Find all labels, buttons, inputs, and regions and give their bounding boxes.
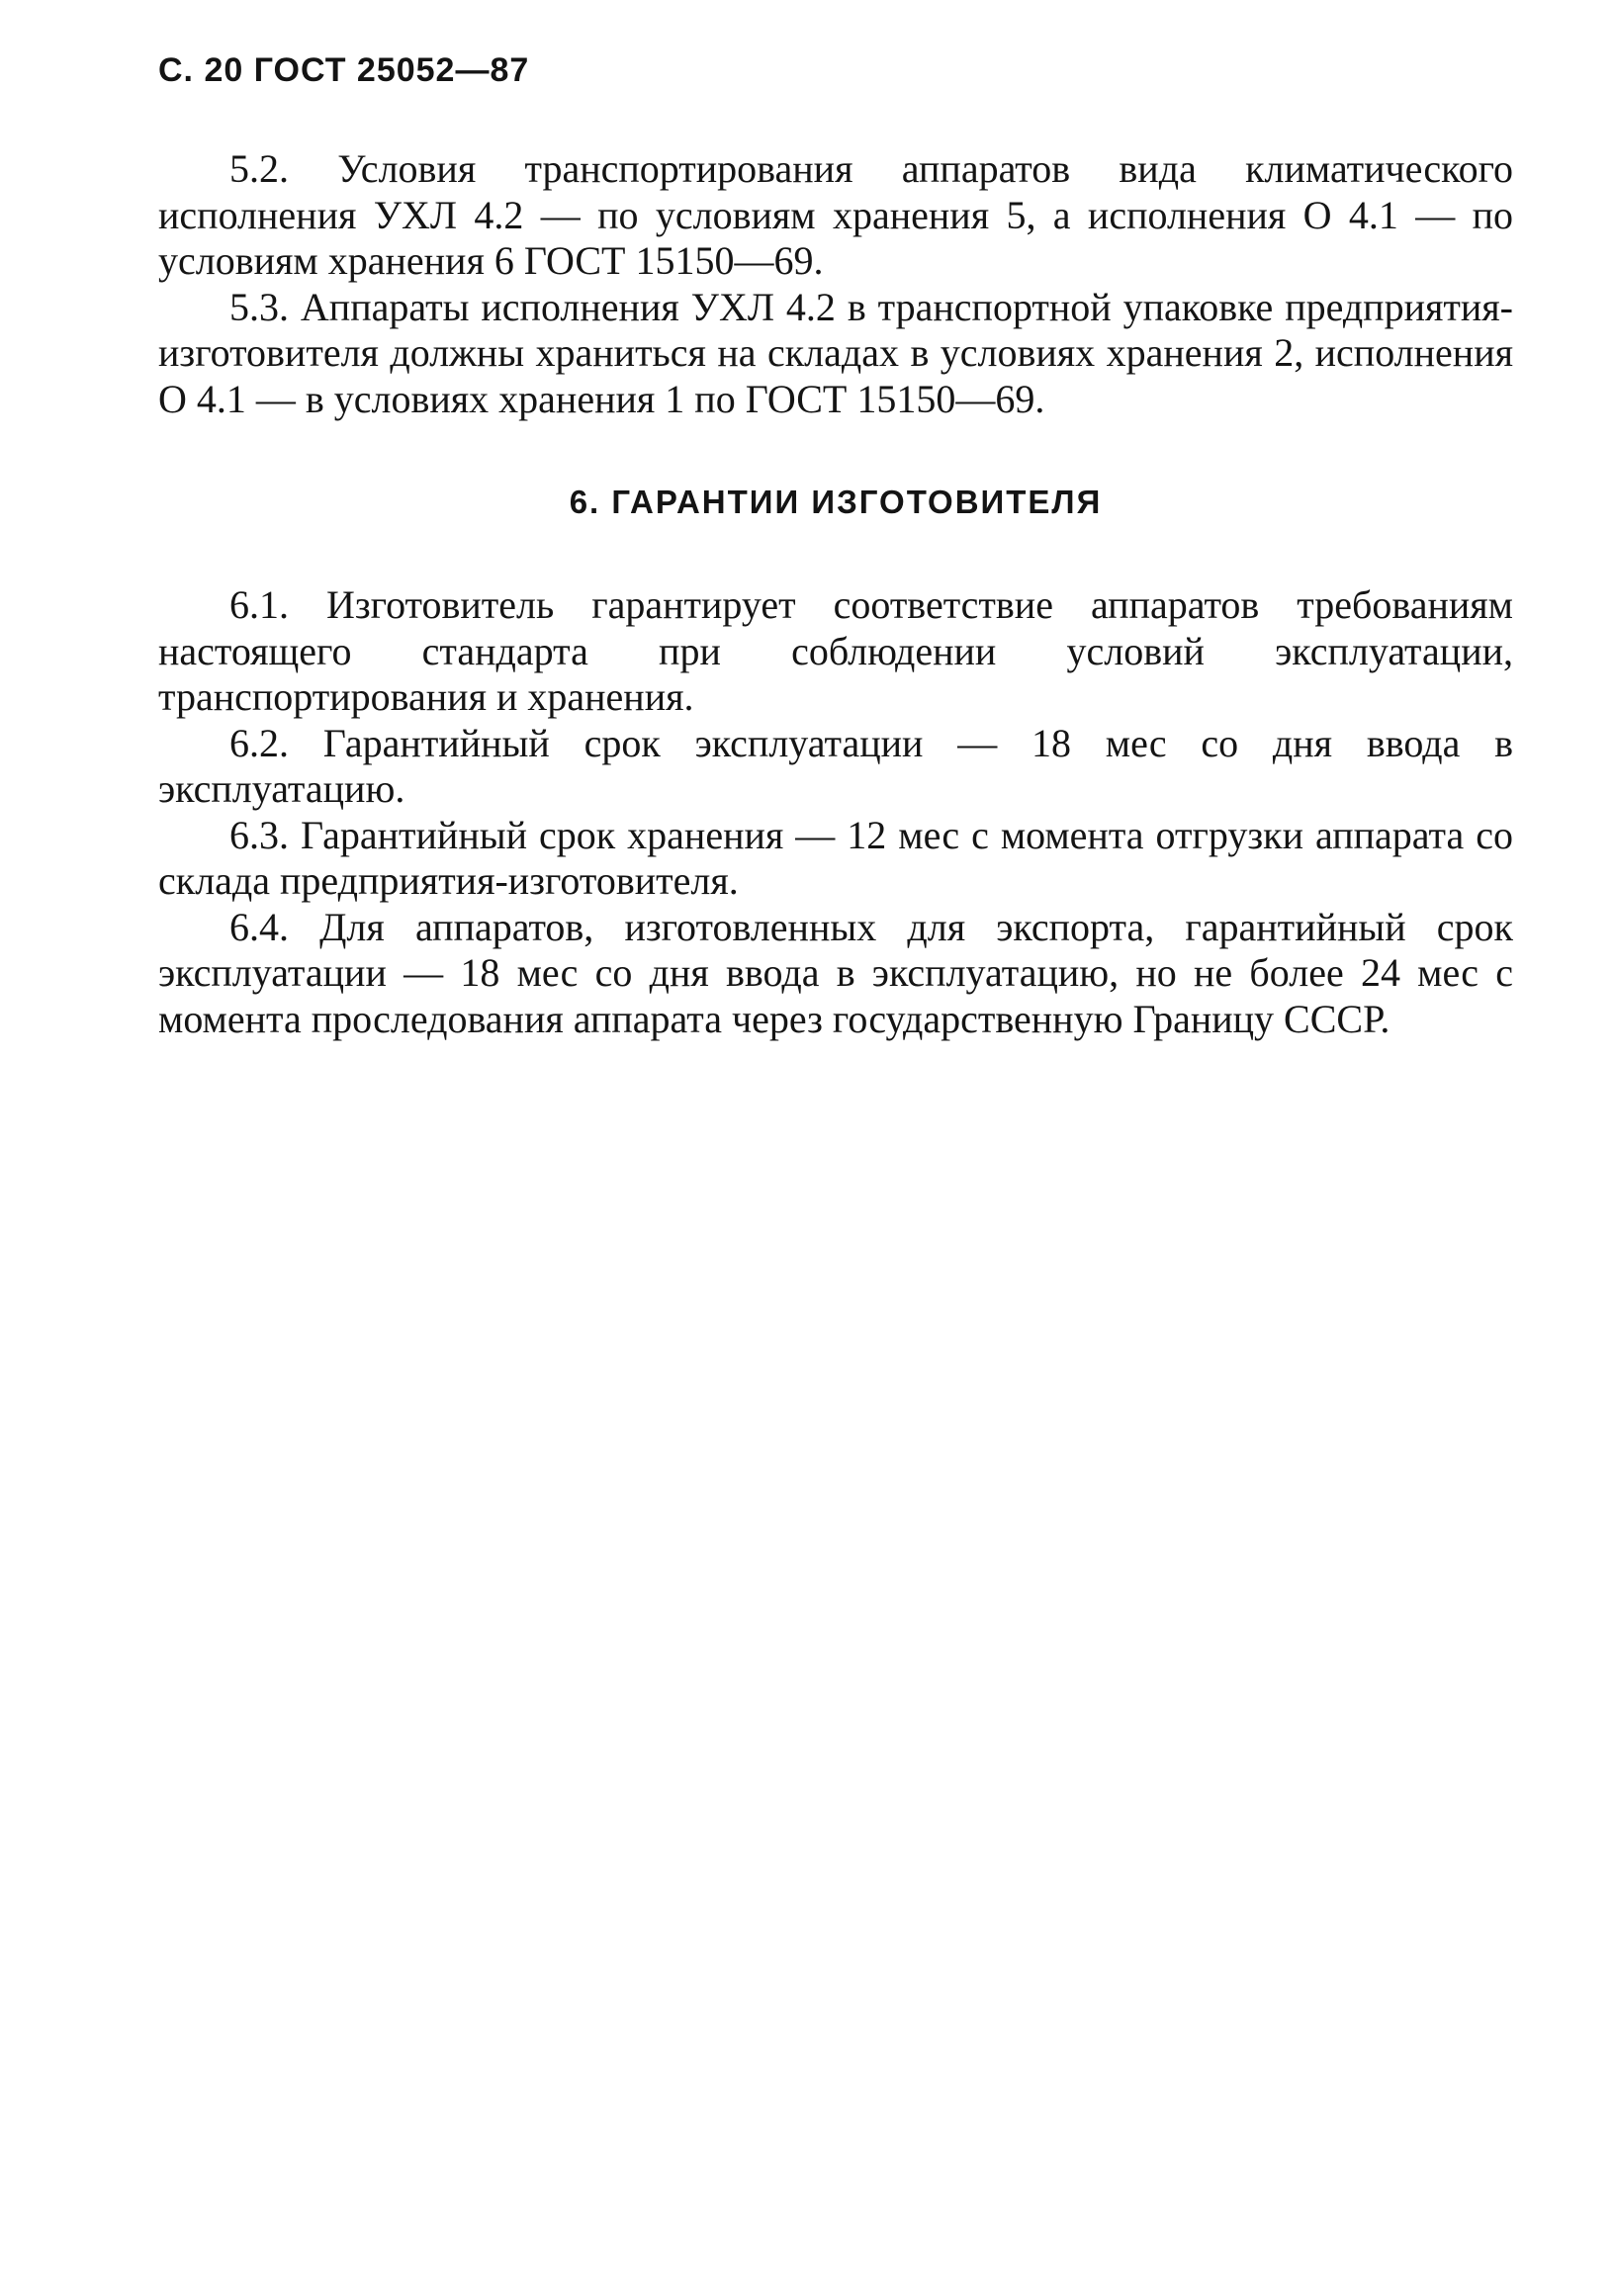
paragraph-6-1: 6.1. Изготовитель гарантирует соответствие аппаратов требованиям настоящего стандарта при соблюдении условий эксплуатации, транспортирования и хранения.: [158, 582, 1513, 719]
paragraph-6-4: 6.4. Для аппаратов, изготовленных для экспорта, гарантийный срок эксплуатации — 18 мес со дня ввода в эксплуатацию, но не более 24 мес с момента проследования аппарата через государственную Границу СССР.: [158, 904, 1513, 1041]
document-body: [158, 146, 1513, 1042]
paragraph-5-2: 5.2. Условия транспортирования аппаратов вида климатического исполнения УХЛ 4.2 — по условиям хранения 5, а исполнения О 4.1 — по условиям хранения 6 ГОСТ 15150—69.: [158, 146, 1513, 283]
section-heading-6: 6. ГАРАНТИИ ИЗГОТОВИТЕЛЯ: [569, 484, 1103, 520]
paragraph-6-3: 6.3. Гарантийный срок хранения — 12 мес с момента отгрузки аппарата со склада предприятия-изготовителя.: [158, 812, 1513, 903]
paragraph-5-3: 5.3. Аппараты исполнения УХЛ 4.2 в транспортной упаковке предприятия-изготовителя должны храниться на складах в условиях хранения 2, исполнения О 4.1 — в условиях хранения 1 по ГОСТ 15150—69.: [158, 284, 1513, 421]
paragraph-6-2: 6.2. Гарантийный срок эксплуатации — 18 мес со дня ввода в эксплуатацию.: [158, 720, 1513, 811]
running-header: С. 20 ГОСТ 25052—87: [158, 51, 530, 89]
